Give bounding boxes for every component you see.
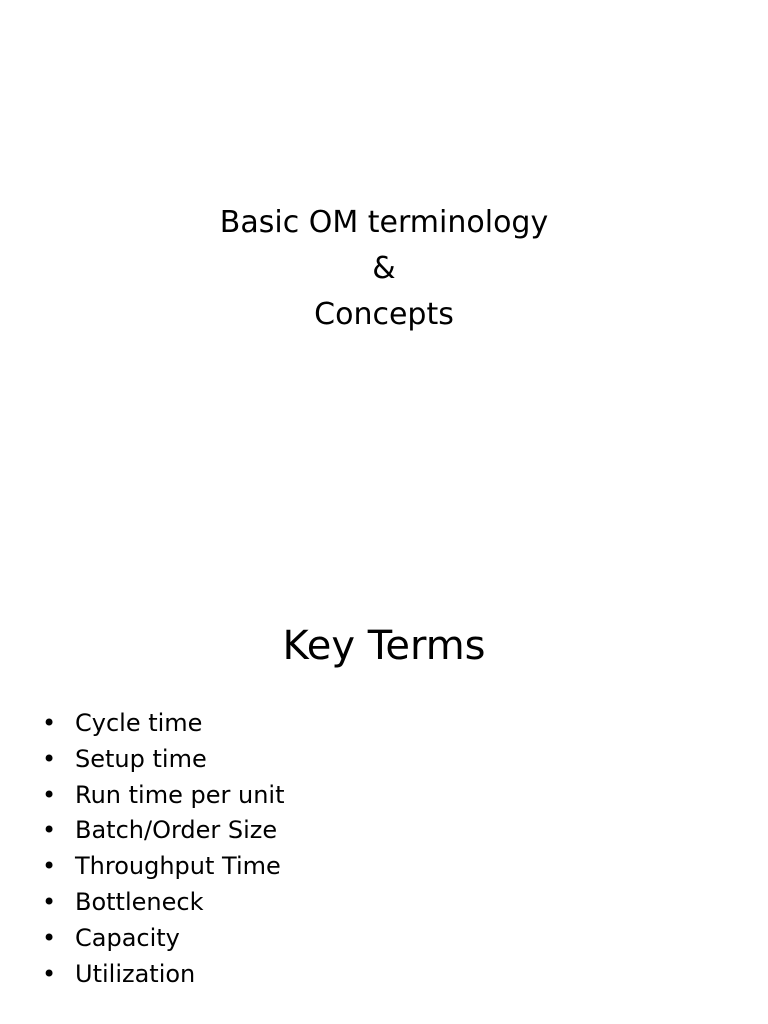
list-item	[40, 921, 285, 957]
slide-title: Key Terms	[282, 623, 486, 669]
list-item	[40, 957, 285, 993]
bullet-icon: •	[42, 816, 57, 845]
bullet-icon: •	[42, 959, 57, 988]
list-item	[40, 778, 285, 814]
list-item-text: Utilization	[75, 959, 196, 988]
bullet-icon: •	[42, 780, 57, 809]
title-line: Concepts	[314, 297, 454, 332]
list-item-text: Capacity	[75, 923, 180, 952]
list-item-text: Cycle time	[75, 709, 203, 737]
list-item-text: Batch/Order Size	[75, 816, 278, 845]
list-item	[40, 706, 285, 742]
list-item-text: Throughput Time	[75, 852, 281, 881]
key-terms-list	[40, 706, 285, 992]
list-item-text: Setup time	[75, 744, 207, 773]
bullet-icon: •	[42, 852, 57, 881]
key-terms-slide	[0, 576, 768, 1024]
title-line: Basic OM terminology	[219, 205, 549, 240]
bullet-icon: •	[42, 923, 57, 952]
list-item	[40, 885, 285, 921]
title-slide-heading	[0, 200, 768, 338]
list-item	[40, 813, 285, 849]
list-item-text: Run time per unit	[75, 780, 285, 809]
bullet-icon: •	[42, 709, 57, 737]
list-item	[40, 849, 285, 885]
list-item-text: Bottleneck	[75, 887, 204, 916]
bullet-icon: •	[42, 887, 57, 916]
list-item	[40, 742, 285, 778]
title-line: &	[372, 251, 396, 286]
bullet-icon: •	[42, 744, 57, 773]
